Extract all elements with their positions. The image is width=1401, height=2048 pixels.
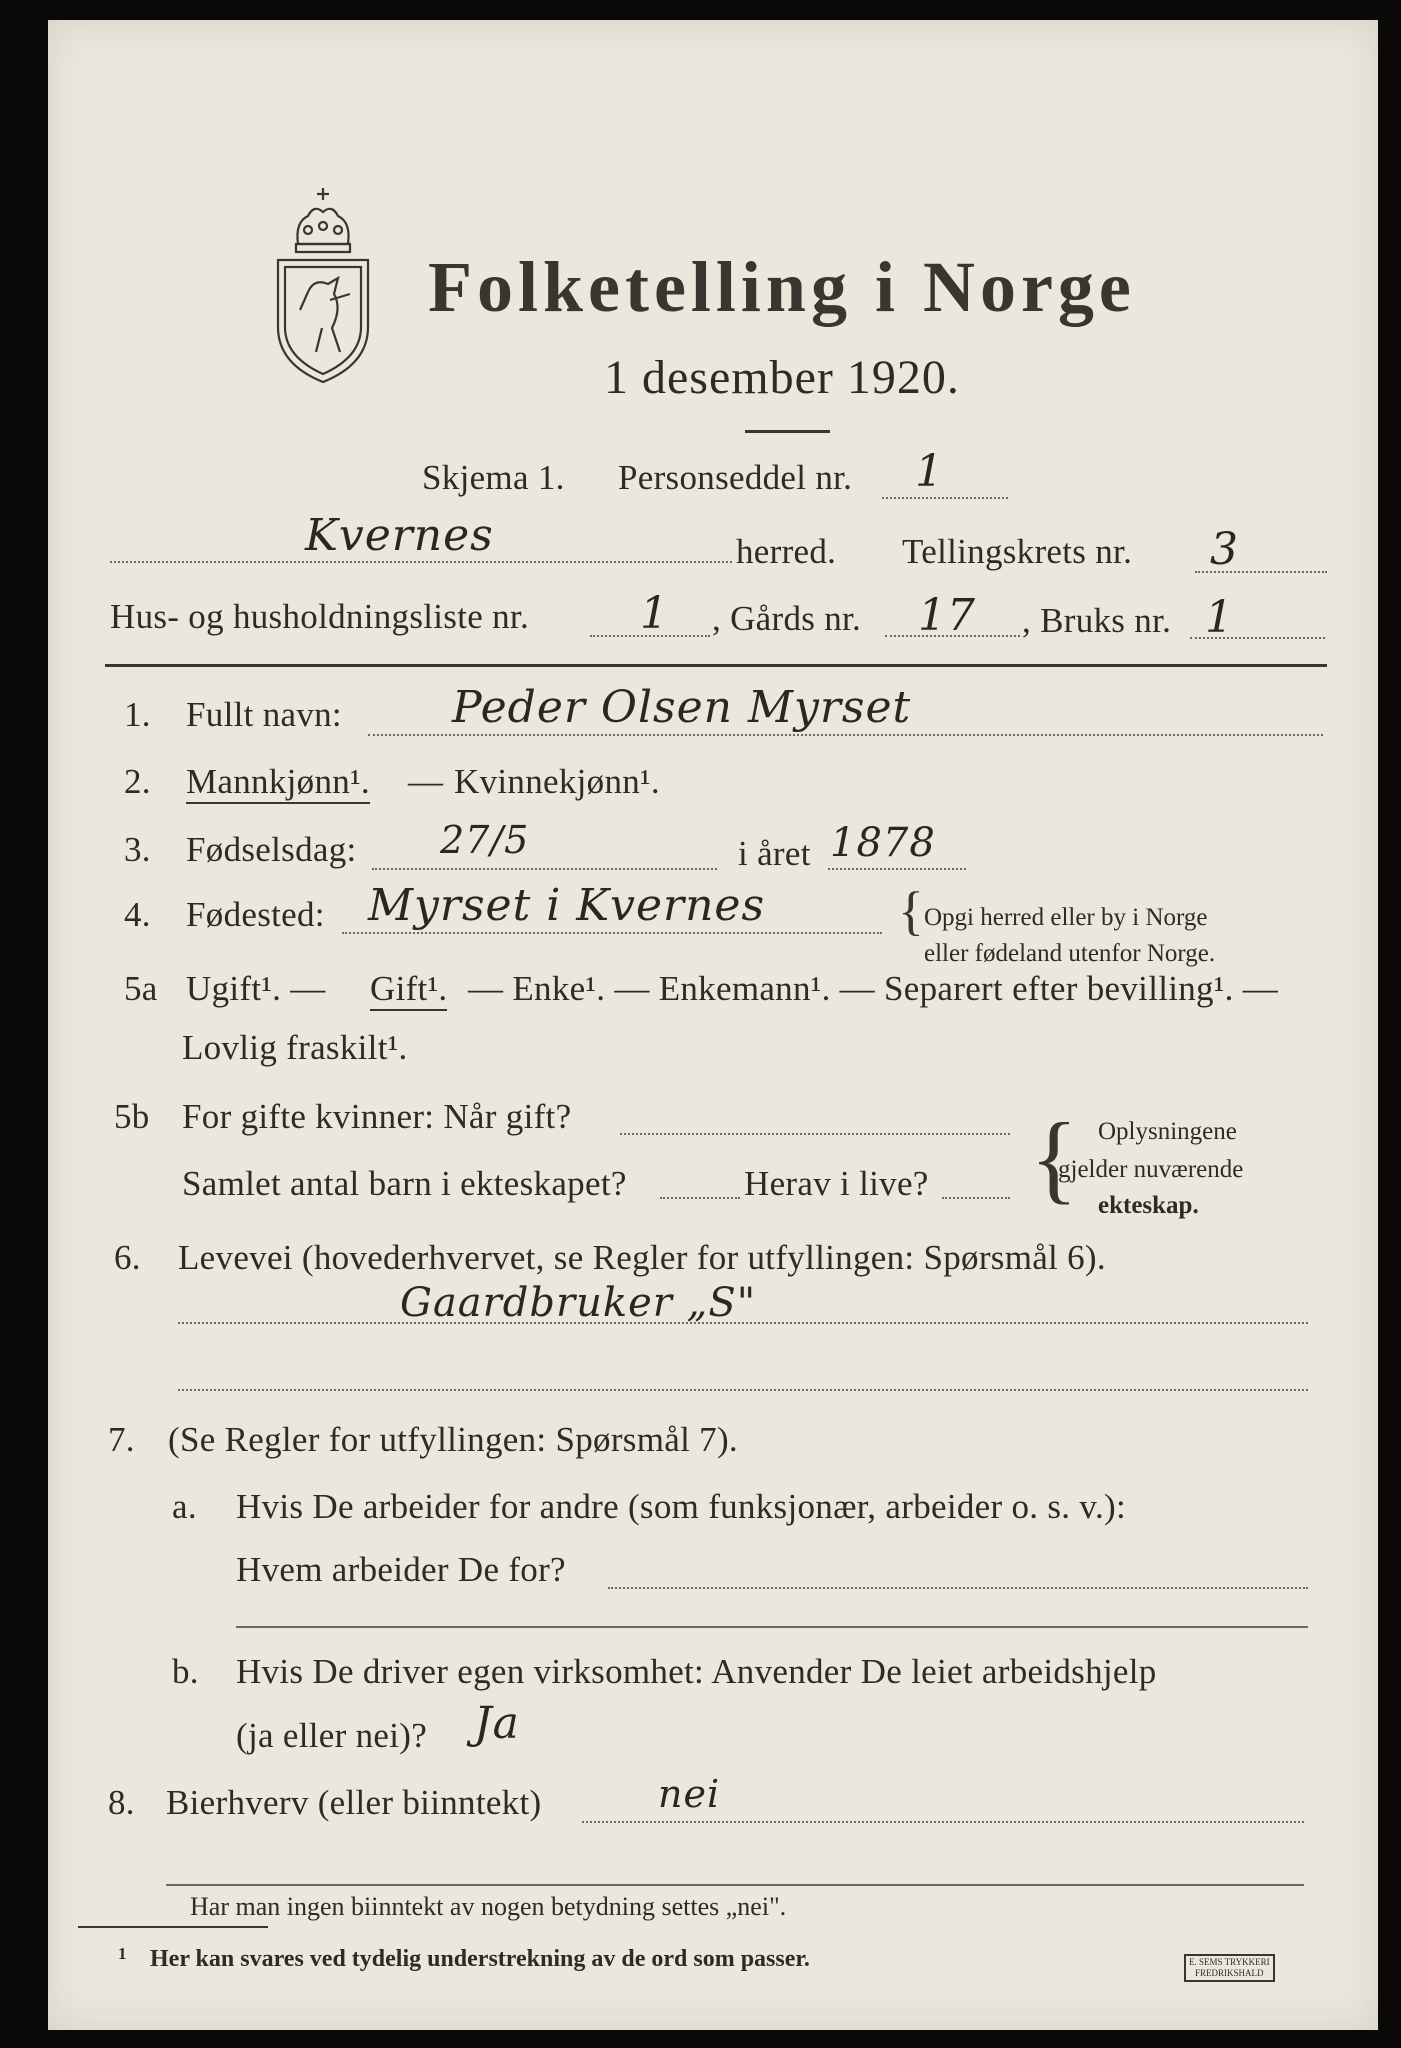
q7a-label: Hvis De arbeider for andre (som funksjonær, arbeider o. s. v.): bbox=[236, 1487, 1126, 1526]
q1-label: Fullt navn: bbox=[186, 695, 342, 734]
hus-value[interactable]: 1 bbox=[640, 588, 669, 639]
coat-of-arms-icon bbox=[268, 182, 378, 387]
year-label: i året bbox=[738, 834, 811, 873]
printer-stamp bbox=[1184, 1954, 1275, 1982]
q4-label: Fødested: bbox=[186, 895, 325, 934]
printer-stamp-line1: E. SEMS TRYKKERI bbox=[1189, 1957, 1270, 1967]
q7a-label-2: Hvem arbeider De for? bbox=[236, 1550, 566, 1589]
q4-number: 4. bbox=[124, 895, 151, 934]
q6-number: 6. bbox=[114, 1238, 141, 1277]
q7b-label-2: (ja eller nei)? bbox=[236, 1716, 428, 1755]
marriage-note-line1: Oplysningene bbox=[1098, 1118, 1237, 1145]
gender-separator: — bbox=[408, 762, 444, 801]
q6-label: Levevei (hovederhvervet, se Regler for utfyllingen: Spørsmål 6). bbox=[178, 1238, 1106, 1277]
birthplace-value[interactable]: Myrset i Kvernes bbox=[368, 880, 766, 931]
tellingskrets-label: Tellingskrets nr. bbox=[902, 532, 1133, 571]
personseddel-label: Personseddel nr. bbox=[618, 458, 853, 497]
title-divider bbox=[745, 430, 830, 433]
gender-female-option[interactable]: Kvinnekjønn¹. bbox=[454, 762, 660, 801]
children-alive-line bbox=[942, 1197, 1010, 1199]
occupation-line-2 bbox=[178, 1389, 1308, 1391]
census-date: 1 desember 1920. bbox=[604, 351, 960, 404]
printer-stamp-line2: FREDRIKSHALD bbox=[1195, 1968, 1264, 1978]
bruks-value[interactable]: 1 bbox=[1205, 592, 1234, 643]
gender-male-option[interactable]: Mannkjønn¹. bbox=[186, 762, 370, 804]
occupation-value[interactable]: Gaardbruker „S" bbox=[400, 1280, 757, 1326]
q1-line bbox=[368, 734, 1323, 736]
q5b-label: For gifte kvinner: Når gift? bbox=[182, 1097, 572, 1136]
form-title: Folketelling i Norge bbox=[428, 247, 1136, 327]
marital-divorced-option[interactable]: Lovlig fraskilt¹. bbox=[182, 1028, 408, 1067]
marital-married-option[interactable]: Gift¹. bbox=[370, 969, 447, 1011]
q7b-label: Hvis De driver egen virksomhet: Anvender De leiet arbeidshjelp bbox=[236, 1652, 1157, 1691]
header-rule bbox=[105, 664, 1327, 667]
q1-number: 1. bbox=[124, 695, 151, 734]
employer-line-2 bbox=[236, 1626, 1308, 1628]
children-count-line bbox=[660, 1197, 740, 1199]
full-name-value[interactable]: Peder Olsen Myrset bbox=[452, 682, 912, 733]
marriage-note-brace: { bbox=[1030, 1102, 1078, 1213]
side-income-note: Har man ingen biinntekt av nogen betydning settes „nei". bbox=[190, 1892, 787, 1921]
marriage-note-line3: ekteskap. bbox=[1098, 1192, 1199, 1219]
birth-year-value[interactable]: 1878 bbox=[830, 820, 936, 866]
herred-value[interactable]: Kvernes bbox=[305, 510, 494, 561]
q5b-number: 5b bbox=[114, 1097, 150, 1136]
q3-label: Fødselsdag: bbox=[186, 830, 357, 869]
footnote-marker: 1 bbox=[118, 1944, 127, 1963]
q3-number: 3. bbox=[124, 830, 151, 869]
side-income-line-1 bbox=[582, 1821, 1304, 1823]
footnote-rule bbox=[78, 1926, 268, 1928]
q8-number: 8. bbox=[108, 1783, 135, 1822]
birthplace-note-brace: { bbox=[898, 881, 924, 941]
q7b-letter: b. bbox=[172, 1652, 199, 1691]
marital-unmarried-option[interactable]: Ugift¹. — bbox=[186, 969, 326, 1008]
tellingskrets-value[interactable]: 3 bbox=[1210, 524, 1239, 575]
children-alive-label: Herav i live? bbox=[744, 1164, 929, 1203]
personseddel-line bbox=[882, 497, 1008, 499]
personseddel-value[interactable]: 1 bbox=[915, 446, 944, 497]
q7-number: 7. bbox=[108, 1420, 135, 1459]
q2-number: 2. bbox=[124, 762, 151, 801]
gards-value[interactable]: 17 bbox=[918, 590, 976, 641]
herred-line bbox=[110, 561, 732, 563]
q7-label: (Se Regler for utfyllingen: Spørsmål 7). bbox=[168, 1420, 738, 1459]
skjema-label: Skjema 1. bbox=[422, 458, 565, 497]
footnote-text: Her kan svares ved tydelig understrekning av de ord som passer. bbox=[150, 1946, 810, 1972]
herred-label: herred. bbox=[736, 532, 837, 571]
q8-label: Bierhverv (eller biinntekt) bbox=[166, 1783, 542, 1822]
marriage-note-line2: gjelder nuværende bbox=[1058, 1156, 1244, 1183]
birthplace-note-line1: Opgi herred eller by i Norge bbox=[924, 904, 1208, 931]
gards-label: , Gårds nr. bbox=[712, 599, 862, 638]
side-income-value[interactable]: nei bbox=[658, 1772, 721, 1816]
bruks-label: , Bruks nr. bbox=[1022, 601, 1172, 640]
marital-other-options[interactable]: — Enke¹. — Enkemann¹. — Separert efter bevilling¹. — bbox=[468, 969, 1279, 1008]
birthplace-note-line2: eller fødeland utenfor Norge. bbox=[924, 940, 1216, 967]
children-count-label: Samlet antal barn i ekteskapet? bbox=[182, 1164, 627, 1203]
birthday-value[interactable]: 27/5 bbox=[440, 818, 530, 862]
married-when-line bbox=[620, 1133, 1010, 1135]
hired-help-value[interactable]: Ja bbox=[474, 1698, 520, 1749]
birthplace-line bbox=[342, 932, 882, 934]
birth-year-line bbox=[828, 868, 966, 870]
q7a-letter: a. bbox=[172, 1487, 197, 1526]
side-income-line-2 bbox=[166, 1884, 1304, 1886]
hus-label: Hus- og husholdningsliste nr. bbox=[110, 597, 529, 636]
birthday-line bbox=[372, 868, 717, 870]
q5a-number: 5a bbox=[124, 969, 158, 1008]
employer-line-1 bbox=[608, 1587, 1308, 1589]
